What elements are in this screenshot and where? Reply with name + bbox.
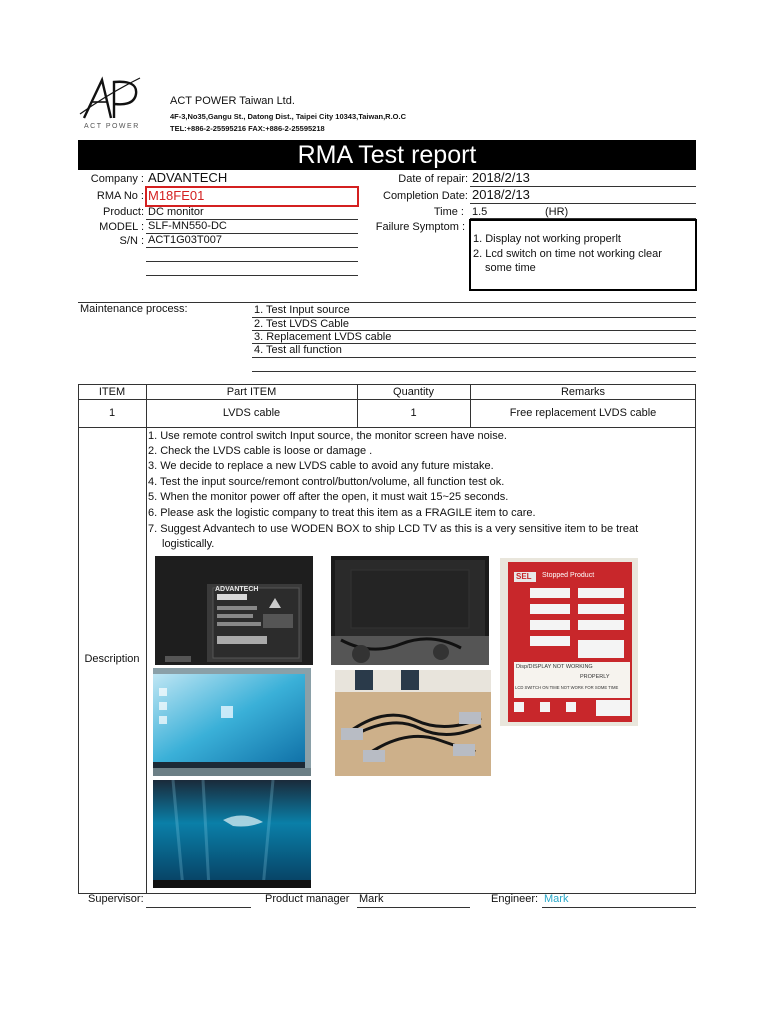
description-line-1: 1. Use remote control switch Input source, the monitor screen have noise. — [148, 430, 507, 442]
title-bar — [78, 140, 696, 170]
failure-symptom-3: some time — [485, 262, 536, 274]
maintenance-step-4: 4. Test all function — [254, 344, 342, 356]
header-remarks: Remarks — [560, 385, 605, 398]
engineer-label: Engineer: — [491, 893, 539, 905]
rma-no-label: RMA No : — [96, 190, 144, 202]
header-quantity: Quantity — [393, 385, 434, 398]
photo-screen-test — [153, 668, 311, 776]
failure-symptom-1: 1. Display not working properlt — [473, 233, 621, 245]
failure-symptom-2: 2. Lcd switch on time not working clear — [473, 248, 662, 260]
description-line-2: 2. Check the LVDS cable is loose or damage . — [148, 445, 373, 457]
photo-brand-text: ADVANTECH — [215, 586, 259, 593]
tag-note-3: LCD SWITCH ON TIME NOT WORK FOR SOME TIME — [515, 685, 619, 690]
photo-lvds-cable — [335, 670, 491, 776]
maintenance-step-2: 2. Test LVDS Cable — [254, 318, 349, 330]
sn-label: S/N : — [119, 235, 144, 247]
photo-rma-tag — [500, 558, 638, 726]
product-value: DC monitor — [148, 206, 204, 218]
photo-enclosure — [331, 556, 489, 665]
logo-caption: ACT POWER — [84, 123, 140, 130]
date-of-repair-label: Date of repair: — [398, 173, 468, 185]
failure-symptom-label: Failure Symptom : — [375, 221, 465, 233]
tag-title-text: Stopped Product — [542, 572, 595, 579]
rma-no-value: M18FE01 — [148, 188, 205, 203]
row-item: 1 — [108, 407, 116, 419]
company-value: ADVANTECH — [148, 170, 228, 185]
pm-value: Mark — [359, 893, 384, 905]
row-part-item: LVDS cable — [222, 407, 281, 419]
company-address: 4F-3,No35,Gangu St., Datong Dist., Taipei City 10343,Taiwan,R.O.C — [170, 112, 407, 121]
photo-video-test — [153, 780, 311, 888]
model-value: SLF-MN550-DC — [148, 220, 227, 232]
description-line-4: 4. Test the input source/remont control/button/volume, all function test ok. — [148, 476, 505, 488]
pm-label: Product manager — [265, 893, 350, 905]
description-line-3: 3. We decide to replace a new LVDS cable to avoid any future mistake. — [148, 460, 494, 472]
company-name: ACT POWER Taiwan Ltd. — [170, 95, 295, 107]
description-line-8: logistically. — [162, 538, 215, 550]
time-value: 1.5 — [472, 206, 488, 218]
header-item: ITEM — [98, 385, 126, 398]
product-label: Product: — [103, 206, 144, 218]
time-label: Time : — [433, 206, 464, 218]
tag-note-2: PROPERLY — [580, 674, 610, 680]
photo-back-label — [155, 556, 313, 665]
maintenance-step-1: 1. Test Input source — [254, 304, 350, 316]
completion-date-value: 2018/2/13 — [472, 187, 530, 202]
row-remarks: Free replacement LVDS cable — [509, 407, 657, 419]
completion-date-label: Completion Date: — [383, 190, 468, 202]
failure-symptom-box — [469, 219, 697, 291]
tag-header-text: SEL — [516, 572, 532, 581]
tag-note-1: Disp/DISPLAY NOT WORKING — [516, 664, 593, 670]
company-logo — [78, 74, 146, 134]
supervisor-label: Supervisor: — [88, 893, 144, 905]
engineer-value: Mark — [544, 893, 569, 905]
model-label: MODEL : — [99, 221, 144, 233]
header-part-item: Part ITEM — [226, 385, 277, 398]
company-phone-fax: TEL:+886-2-25595216 FAX:+886-2-25595218 — [170, 124, 325, 133]
sn-value: ACT1G03T007 — [148, 234, 222, 246]
description-line-7: 7. Suggest Advantech to use WODEN BOX to ship LCD TV as this is a very sensitive item to be treat — [148, 523, 639, 535]
maintenance-step-3: 3. Replacement LVDS cable — [254, 331, 392, 343]
date-of-repair-value: 2018/2/13 — [472, 170, 530, 185]
description-line-5: 5. When the monitor power off after the open, it must wait 15~25 seconds. — [148, 491, 509, 503]
description-line-6: 6. Please ask the logistic company to treat this item as a FRAGILE item to care. — [148, 507, 536, 519]
page-title: RMA Test report — [297, 140, 477, 169]
description-label: Description — [84, 653, 140, 665]
row-quantity: 1 — [410, 407, 417, 419]
time-unit: (HR) — [545, 206, 569, 218]
maintenance-label: Maintenance process: — [80, 303, 188, 315]
company-label: Company : — [90, 173, 144, 185]
